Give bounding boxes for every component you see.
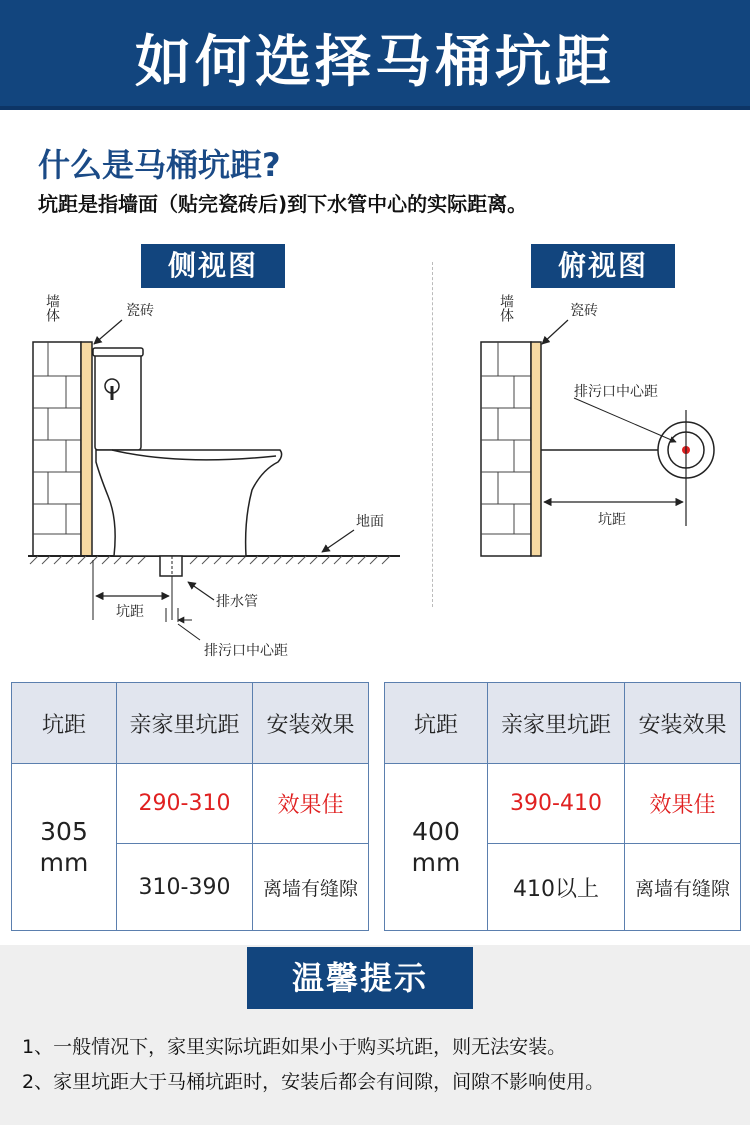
- brick-wall-top: [481, 342, 531, 556]
- title-banner: [0, 0, 750, 110]
- tip-item: 2、家里坑距大于马桶坑距时，安装后都会有间隙，间隙不影响使用。: [22, 1071, 605, 1093]
- view-divider: [432, 262, 433, 607]
- range-cell: 290-310: [117, 764, 253, 844]
- brick-wall: [33, 342, 81, 556]
- tips-heading: 温馨提示: [247, 947, 473, 1009]
- size-value: 305: [40, 817, 88, 846]
- effect-cell: 效果佳: [253, 764, 369, 844]
- question-heading: 什么是马桶坑距?: [38, 146, 281, 184]
- top-view-diagram: [440, 290, 740, 580]
- table-header-pit: 坑距: [12, 683, 117, 764]
- wall-label: 墙体: [44, 294, 60, 322]
- spec-table-400: [384, 682, 741, 931]
- range-cell: 410以上: [488, 844, 625, 931]
- page-title: 如何选择马桶坑距: [135, 30, 615, 95]
- tile-label-top: 瓷砖: [570, 303, 598, 319]
- floor-label: 地面: [356, 514, 384, 530]
- spec-table-305: [11, 682, 369, 931]
- top-view-label: 俯视图: [531, 244, 675, 288]
- toilet-side: [93, 348, 282, 556]
- table-header-effect: 安装效果: [625, 683, 741, 764]
- outlet-center-label: 排污口中心距: [204, 643, 288, 659]
- effect-cell: 效果佳: [625, 764, 741, 844]
- wall-label-top: 墙体: [498, 294, 514, 322]
- side-view-diagram: [0, 290, 430, 670]
- table-size-cell: [385, 764, 488, 931]
- tile-layer-top: [531, 342, 541, 556]
- pit-distance-label-top: 坑距: [598, 512, 626, 528]
- range-cell: 310-390: [117, 844, 253, 931]
- size-unit: mm: [411, 848, 461, 877]
- table-header-home-pit: 亲家里坑距: [117, 683, 253, 764]
- size-value: 400: [412, 817, 460, 846]
- tip-item: 1、一般情况下，家里实际坑距如果小于购买坑距，则无法安装。: [22, 1036, 567, 1058]
- outlet-center-label-top: 排污口中心距: [574, 384, 658, 400]
- range-cell: 390-410: [488, 764, 625, 844]
- table-size-cell: [12, 764, 117, 931]
- side-view-label: 侧视图: [141, 244, 285, 288]
- effect-cell: 离墙有缝隙: [625, 844, 741, 931]
- drain-pipe: [160, 556, 182, 620]
- table-header-pit: 坑距: [385, 683, 488, 764]
- table-header-home-pit: 亲家里坑距: [488, 683, 625, 764]
- definition-text: 坑距是指墙面（贴完瓷砖后)到下水管中心的实际距离。: [38, 192, 528, 216]
- table-header-effect: 安装效果: [253, 683, 369, 764]
- drain-pipe-label: 排水管: [216, 594, 258, 610]
- floor-hatching: [30, 556, 390, 564]
- effect-cell: 离墙有缝隙: [253, 844, 369, 931]
- tile-layer: [81, 342, 92, 556]
- pit-distance-label: 坑距: [116, 604, 144, 620]
- tile-label: 瓷砖: [126, 303, 154, 319]
- size-unit: mm: [39, 848, 89, 877]
